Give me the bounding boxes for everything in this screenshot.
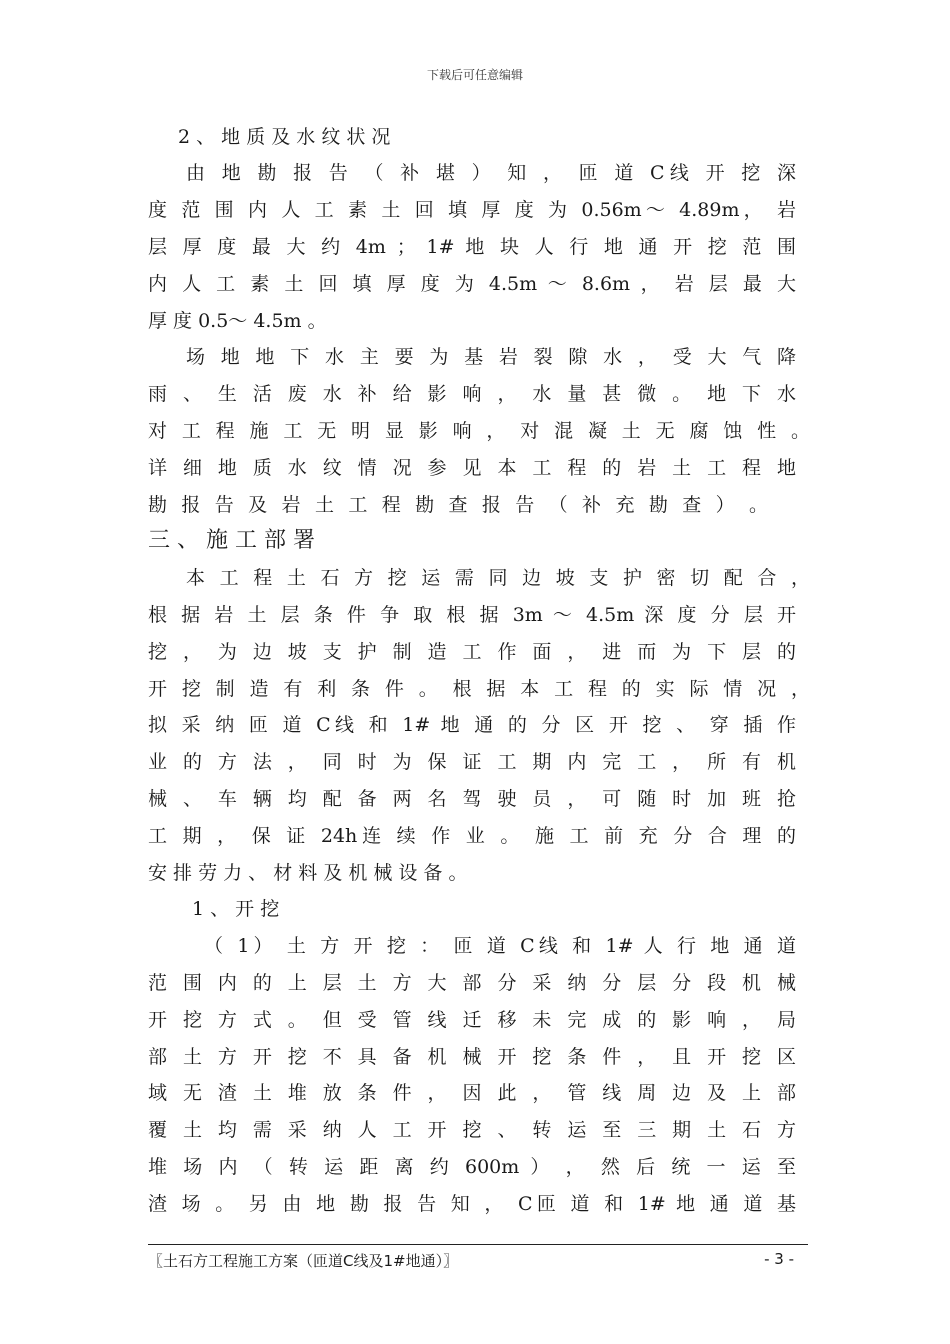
paragraph-line: 渣 场 。 另 由 地 勘 报 告 知 ， C匝 道 和 1# 地 通 道 基	[148, 1193, 796, 1215]
paragraph-line: 械 、 车 辆 均 配 备 两 名 驾 驶 员 ， 可 随 时 加 班 抢	[148, 788, 796, 810]
paragraph-line: 勘 报 告 及 岩 土 工 程 勘 查 报 告 （ 补 充 勘 查 ） 。	[148, 494, 768, 516]
paragraph-line: 开 挖 方 式 。 但 受 管 线 迁 移 未 完 成 的 影 响 ， 局	[148, 1009, 796, 1031]
paragraph-line: 部 土 方 开 挖 不 具 备 机 械 开 挖 条 件 ， 且 开 挖 区	[148, 1046, 796, 1068]
paragraph-line: 堆 场 内 （ 转 运 距 离 约 600m ） ， 然 后 统 一 运 至	[148, 1156, 796, 1178]
paragraph-line: 本 工 程 土 石 方 挖 运 需 同 边 坡 支 护 密 切 配 合 ，	[186, 567, 810, 589]
paragraph-line: 雨 、 生 活 废 水 补 给 影 响 ， 水 量 甚 微 。 地 下 水	[148, 383, 796, 405]
paragraph-line: 开 挖 制 造 有 利 条 件 。 根 据 本 工 程 的 实 际 情 况 ，	[148, 678, 810, 700]
paragraph-line: 覆 土 均 需 采 纳 人 工 开 挖 、 转 运 至 三 期 土 石 方	[148, 1119, 796, 1141]
paragraph-line: 业 的 方 法 ， 同 时 为 保 证 工 期 内 完 工 ， 所 有 机	[148, 751, 796, 773]
footer-divider	[148, 1244, 808, 1245]
paragraph-line: 度 范 围 内 人 工 素 土 回 填 厚 度 为 0.56m～ 4.89m， 岩	[148, 199, 796, 221]
chapter-heading: 三 、 施 工 部 署	[148, 528, 315, 553]
section-heading: 2 、 地 质 及 水 纹 状 况	[178, 126, 391, 148]
page-number: - 3 -	[764, 1250, 794, 1268]
paragraph-line: 场 地 地 下 水 主 要 为 基 岩 裂 隙 水 ， 受 大 气 降	[186, 346, 796, 368]
paragraph-line: 根 据 岩 土 层 条 件 争 取 根 据 3m ～ 4.5m 深 度 分 层 开	[148, 604, 796, 626]
paragraph-line: 厚 度 0.5～ 4.5m 。	[148, 310, 327, 332]
paragraph-line: 由 地 勘 报 告 （ 补 堪 ） 知 ， 匝 道 C线 开 挖 深	[186, 162, 796, 184]
paragraph-line: （ 1） 土 方 开 挖 ： 匝 道 C线 和 1# 人 行 地 通 道	[204, 935, 796, 957]
paragraph-line: 工 期 ， 保 证 24h连 续 作 业 。 施 工 前 充 分 合 理 的	[148, 825, 796, 847]
subsection-heading: 1 、 开 挖	[192, 898, 280, 920]
paragraph-line: 层 厚 度 最 大 约 4m ； 1# 地 块 人 行 地 通 开 挖 范 围	[148, 236, 796, 258]
paragraph-line: 拟 采 纳 匝 道 C线 和 1# 地 通 的 分 区 开 挖 、 穿 插 作	[148, 714, 796, 736]
paragraph-line: 范 围 内 的 上 层 土 方 大 部 分 采 纳 分 层 分 段 机 械	[148, 972, 796, 994]
paragraph-line: 挖 ， 为 边 坡 支 护 制 造 工 作 面 ， 进 而 为 下 层 的	[148, 641, 796, 663]
paragraph-line: 内 人 工 素 土 回 填 厚 度 为 4.5m ～ 8.6m ， 岩 层 最 大	[148, 273, 796, 295]
paragraph-line: 详 细 地 质 水 纹 情 况 参 见 本 工 程 的 岩 土 工 程 地	[148, 457, 796, 479]
paragraph-line: 域 无 渣 土 堆 放 条 件 ， 因 此 ， 管 线 周 边 及 上 部	[148, 1082, 796, 1104]
footer-title: 〖土石方工程施工方案（匝道C线及1#地通）〗	[148, 1252, 459, 1270]
paragraph-line: 对 工 程 施 工 无 明 显 影 响 ， 对 混 凝 土 无 腐 蚀 性 。	[148, 420, 810, 442]
watermark-text: 下载后可任意编辑	[426, 68, 523, 82]
paragraph-line: 安 排 劳 力 、 材 料 及 机 械 设 备 。	[148, 862, 468, 884]
